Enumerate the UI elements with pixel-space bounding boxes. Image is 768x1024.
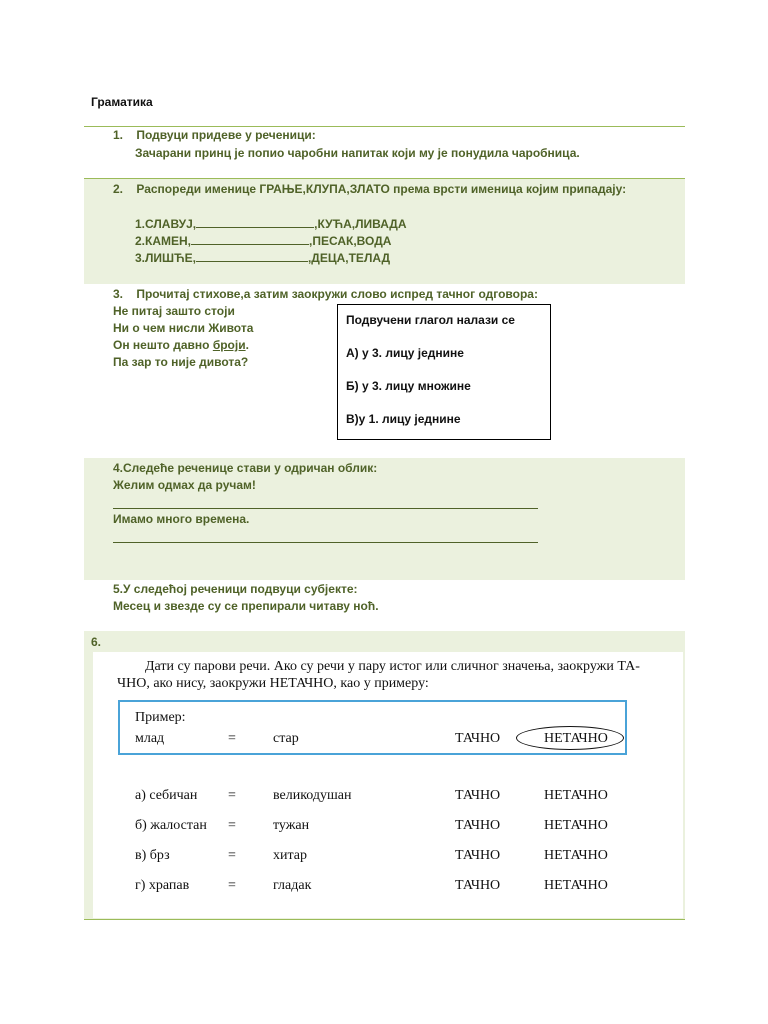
q4-heading: 4.Следеће реченице стави у одричан облик: (113, 461, 378, 475)
q5-heading: 5.У следећој реченици подвуци субјекте: (113, 582, 358, 596)
q2-heading: 2. Распореди именице ГРАЊЕ,КЛУПА,ЗЛАТО према врсти именица којим припадају: (113, 182, 627, 196)
q2-row-start: 1.СЛАВУЈ, (135, 217, 197, 231)
q2-row-1 (135, 216, 407, 233)
underlined-verb: броји (212, 338, 246, 352)
answer-line-1[interactable] (113, 508, 538, 509)
q6-instruction-1: Дати су парови речи. Ако су речи у пару истог или сличног значења, заокружи ТА- (145, 659, 640, 674)
pair-b-true[interactable]: ТАЧНО (455, 818, 501, 833)
q2-row-3 (135, 250, 390, 267)
verse-line-3 (113, 337, 249, 354)
example-false: НЕТАЧНО (544, 731, 608, 746)
box-prompt: Подвучени глагол налази се (346, 313, 515, 327)
pair-d-word-1: г) храпав (135, 878, 190, 893)
q2-row-end: ,КУЋА,ЛИВАДА (314, 217, 407, 231)
verse-punct: . (245, 338, 249, 352)
answer-blank[interactable] (191, 233, 309, 245)
pair-c-word-1: в) брз (135, 848, 170, 863)
pair-c-false[interactable]: НЕТАЧНО (544, 848, 608, 863)
answer-blank[interactable] (196, 216, 314, 228)
pair-d-word-2: гладак (273, 878, 312, 893)
pair-a-equals: = (228, 788, 236, 803)
q2-row-start: 3.ЛИШЋЕ, (135, 251, 196, 265)
pair-b-word-2: тужан (273, 818, 310, 833)
pair-b-word-1: б) жалостан (135, 818, 207, 833)
q2-row-2 (135, 233, 391, 250)
pair-d-false[interactable]: НЕТАЧНО (544, 878, 608, 893)
page-title: Граматика (91, 95, 153, 109)
example-label: Пример: (135, 710, 186, 725)
pair-c-equals: = (228, 848, 236, 863)
example-word-1: млад (135, 731, 165, 746)
q3-heading: 3. Прочитај стихове,а затим заокружи слово испред тачног одговора: (113, 287, 538, 301)
verse-line-4: Па зар то није дивота? (113, 355, 249, 369)
q2-row-start: 2.КАМЕН, (135, 234, 191, 248)
section-divider (84, 178, 685, 179)
verse-line-1: Не питај зашто стоји (113, 304, 235, 318)
pair-a-false[interactable]: НЕТАЧНО (544, 788, 608, 803)
section-divider (84, 919, 685, 920)
q6-instruction-2: ЧНО, ако нису, заокружи НЕТАЧНО, као у примеру: (117, 676, 429, 691)
verse-text: Он нешто давно (113, 338, 213, 352)
pair-d-equals: = (228, 878, 236, 893)
q2-row-end: ,ПЕСАК,ВОДА (309, 234, 392, 248)
option-c[interactable]: В)у 1. лицу једнине (346, 412, 461, 426)
answer-line-2[interactable] (113, 542, 538, 543)
q5-sentence: Месец и звезде су се препирали читаву ноћ. (113, 599, 379, 613)
circled-answer (516, 726, 624, 750)
example-word-2: стар (273, 731, 299, 746)
pair-b-false[interactable]: НЕТАЧНО (544, 818, 608, 833)
pair-d-true[interactable]: ТАЧНО (455, 878, 501, 893)
option-a[interactable]: А) у 3. лицу једнине (346, 346, 464, 360)
example-equals: = (228, 731, 236, 746)
answer-blank[interactable] (196, 250, 308, 262)
example-true: ТАЧНО (455, 731, 501, 746)
q2-row-end: ,ДЕЦА,ТЕЛАД (307, 251, 391, 265)
q6-number: 6. (91, 635, 102, 649)
q4-sentence-1: Желим одмах да ручам! (113, 478, 256, 492)
pair-a-word-1: а) себичан (135, 788, 198, 803)
pair-a-word-2: великодушан (273, 788, 352, 803)
pair-c-true[interactable]: ТАЧНО (455, 848, 501, 863)
q1-sentence: Зачарани принц је попио чаробни напитак који му је понудила чаробница. (135, 146, 580, 160)
q4-sentence-2: Имамо много времена. (113, 512, 250, 526)
q1-heading: 1. Подвуци придеве у реченици: (113, 128, 316, 142)
pair-c-word-2: хитар (273, 848, 307, 863)
answer-box (337, 304, 551, 440)
option-b[interactable]: Б) у 3. лицу множине (346, 379, 471, 393)
pair-a-true[interactable]: ТАЧНО (455, 788, 501, 803)
pair-b-equals: = (228, 818, 236, 833)
verse-line-2: Ни о чем нисли Живота (113, 321, 254, 335)
